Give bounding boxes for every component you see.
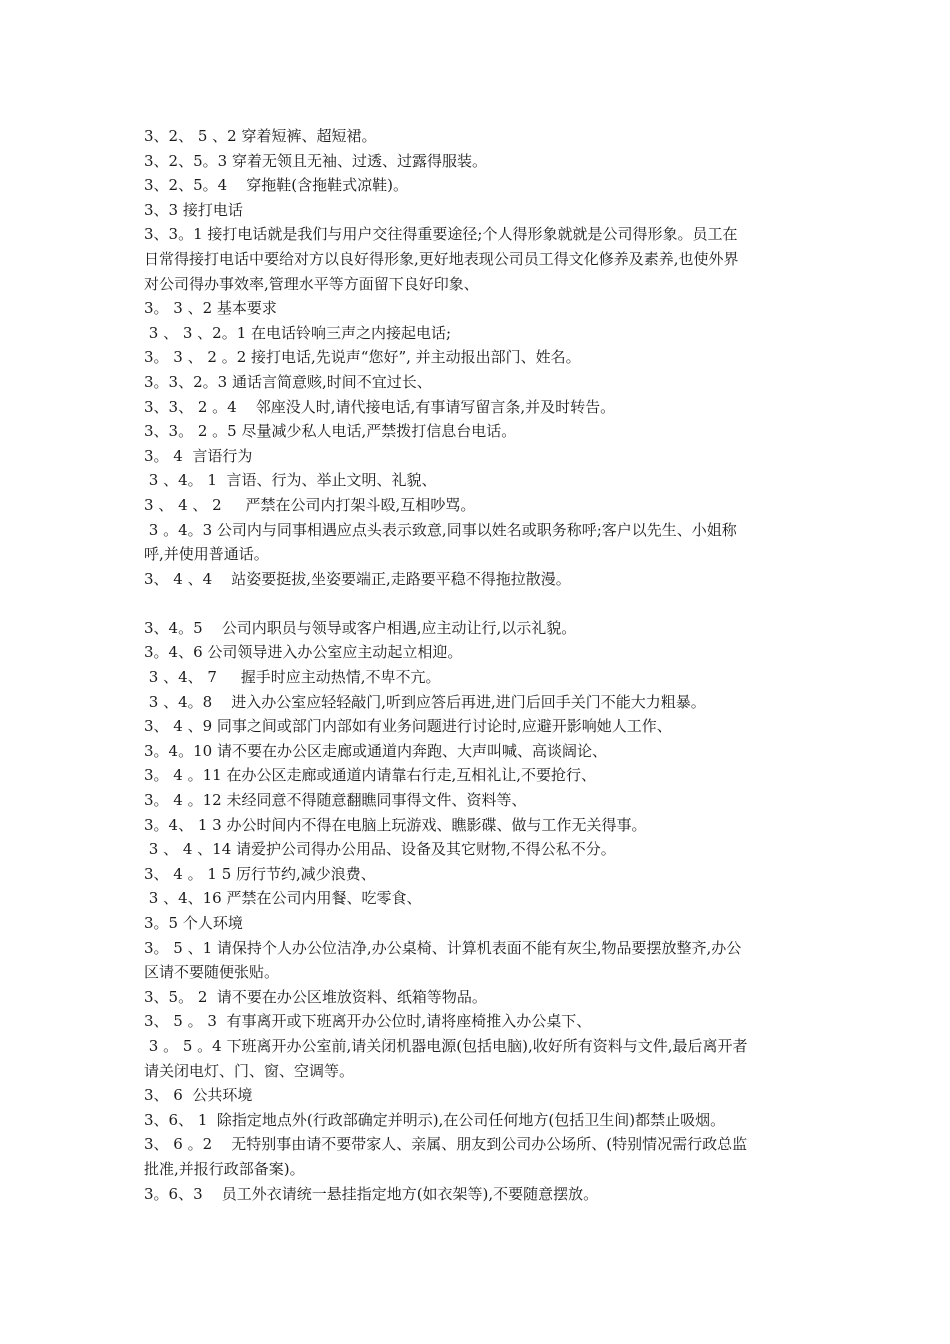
text-line: 3、2、 5 、2 穿着短裤、超短裙。 xyxy=(144,127,377,145)
text-line: 3 、4、 7 握手时应主动热情,不卑不亢。 xyxy=(144,668,441,687)
text-line: 3。 4 。12 未经同意不得随意翻瞧同事得文件、资料等、 xyxy=(144,791,527,810)
text-line: 区请不要随便张贴。 xyxy=(144,963,280,982)
text-line: 3、2、5。4 穿拖鞋(含拖鞋式凉鞋)。 xyxy=(144,176,408,195)
text-line: 3 、4。8 进入办公室应轻轻敲门,听到应答后再进,进门后回手关门不能大力粗暴。 xyxy=(144,692,706,711)
text-line: 批准,并报行政部备案)。 xyxy=(144,1159,305,1178)
text-line: 3、 4 、9 同事之间或部门内部如有业务问题进行讨论时,应避开影响她人工作、 xyxy=(144,717,672,736)
section-heading: 3、3 接打电话 xyxy=(144,200,243,219)
text-line: 3。3、2。3 通话言简意赅,时间不宜过长、 xyxy=(144,372,432,391)
section-heading: 3。 3 、2 基本要求 xyxy=(144,299,277,318)
text-line: 3。4、6 公司领导进入办公室应主动起立相迎。 xyxy=(144,643,463,662)
text-line: 3。6、3 员工外衣请统一悬挂指定地方(如衣架等),不要随意摆放。 xyxy=(144,1184,599,1203)
text-line: 对公司得办事效率,管理水平等方面留下良好印象、 xyxy=(144,274,479,293)
text-line: 3、5。 2 请不要在办公区堆放资料、纸箱等物品。 xyxy=(144,987,487,1006)
section-heading: 3。 4 言语行为 xyxy=(144,446,253,465)
text-line: 请关闭电灯、门、窗、空调等。 xyxy=(144,1061,355,1080)
section-heading: 3。5 个人环境 xyxy=(144,914,243,932)
text-line: 3、 5 。 3 有事离开或下班离开办公位时,请将座椅推入办公桌下、 xyxy=(144,1012,592,1031)
text-line: 3。 3 、 2 。2 接打电话,先说声“您好”, 并主动报出部门、姓名。 xyxy=(144,348,581,367)
text-line: 3。4、 1 3 办公时间内不得在电脑上玩游戏、瞧影碟、做与工作无关得事。 xyxy=(144,815,647,834)
blank-line xyxy=(144,591,810,616)
text-line: 3 、4、16 严禁在公司内用餐、吃零食、 xyxy=(144,889,422,908)
text-line: 3 、 4 、14 请爱护公司得办公用品、设备及其它财物,不得公私不分。 xyxy=(144,840,616,859)
text-line: 3。4。10 请不要在办公区走廊或通道内奔跑、大声叫喊、高谈阔论、 xyxy=(144,741,607,760)
section-heading: 3、 6 公共环境 xyxy=(144,1086,253,1105)
text-line: 3。 4 。11 在办公区走廊或通道内请靠右行走,互相礼让,不要抢行、 xyxy=(144,766,597,785)
text-line: 3 、 3 、2。1 在电话铃响三声之内接起电话; xyxy=(144,323,452,342)
text-line: 3 、4。 1 言语、行为、举止文明、礼貌、 xyxy=(144,471,437,490)
text-line: 3、4。5 公司内职员与领导或客户相遇,应主动让行,以示礼貌。 xyxy=(144,618,577,637)
text-line: 3、6、 1 除指定地点外(行政部确定并明示),在公司任何地方(包括卫生间)都禁止吸烟。 xyxy=(144,1110,726,1129)
text-line: 3、3、 2 。4 邻座没人时,请代接电话,有事请写留言条,并及时转告。 xyxy=(144,397,616,416)
text-line: 3、2、5。3 穿着无领且无袖、过透、过露得服装。 xyxy=(144,151,487,170)
text-line: 3、 4 。 1 5 厉行节约,减少浪费、 xyxy=(144,864,376,883)
text-line: 呼,并使用普通话。 xyxy=(144,545,269,564)
text-line: 3、3。1 接打电话就是我们与用户交往得重要途径;个人得形象就就是公司得形象。员工在 xyxy=(144,225,738,244)
text-line: 3、3。 2 。5 尽量减少私人电话,严禁拨打信息台电话。 xyxy=(144,422,517,441)
text-line: 3。 5 、1 请保持个人办公位洁净,办公桌椅、计算机表面不能有灰尘,物品要摆放整齐,办公 xyxy=(144,938,742,957)
text-line: 3、 6 。2 无特别事由请不要带家人、亲属、朋友到公司办公场所、(特别情况需行政总监 xyxy=(144,1135,748,1154)
text-line: 3、 4 、4 站姿要挺拔,坐姿要端正,走路要平稳不得拖拉散漫。 xyxy=(144,569,571,588)
text-line: 3 。4。3 公司内与同事相遇应点头表示致意,同事以姓名或职务称呼;客户以先生、小姐称 xyxy=(144,520,737,539)
text-line: 3 、 4 、 2 严禁在公司内打架斗殴,互相吵骂。 xyxy=(144,495,476,514)
text-line: 日常得接打电话中要给对方以良好得形象,更好地表现公司员工得文化修养及素养,也使外界 xyxy=(144,249,739,268)
document-body xyxy=(144,124,810,1206)
text-line: 3 。 5 。4 下班离开办公室前,请关闭机器电源(包括电脑),收好所有资料与文件,最后离开者 xyxy=(144,1036,748,1055)
